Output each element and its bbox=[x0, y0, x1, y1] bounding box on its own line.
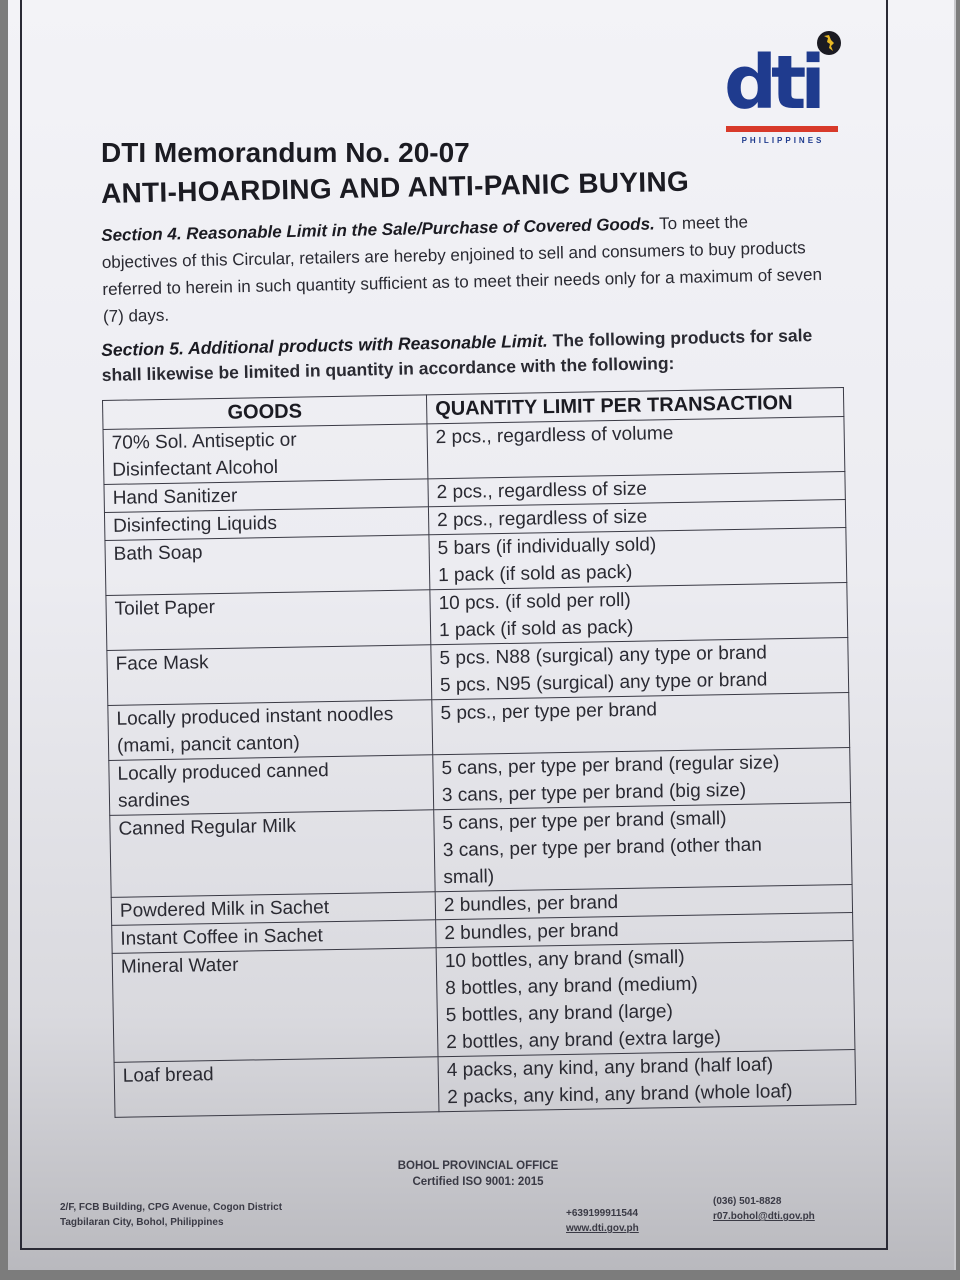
goods-text: Canned Regular Milk bbox=[118, 815, 297, 840]
quantity-column-header: QUANTITY LIMIT PER TRANSACTION bbox=[426, 388, 843, 424]
quantity-limit-text: 5 pcs. N95 (surgical) any type or brand bbox=[439, 669, 768, 697]
quantity-limit-text: 5 bars (if individually sold) bbox=[437, 534, 657, 560]
quantity-limit-cell bbox=[427, 417, 845, 479]
quantity-limit-text: 2 pcs., regardless of volume bbox=[435, 423, 674, 449]
goods-text: Toilet Paper bbox=[114, 597, 216, 620]
goods-text: Loaf bread bbox=[122, 1064, 214, 1087]
section-4 bbox=[101, 207, 827, 330]
section-4-heading: Section 4. Reasonable Limit in the Sale/Purchase of Covered Goods. bbox=[101, 214, 655, 245]
goods-cell bbox=[114, 1057, 439, 1118]
quantity-limit-cell bbox=[434, 802, 852, 891]
quantity-limit-text: 5 pcs., per type per brand bbox=[440, 699, 658, 725]
quantity-limit-text: 5 bottles, any brand (large) bbox=[445, 1001, 674, 1027]
logo-wordmark: dti bbox=[724, 40, 820, 126]
quantity-limit-cell bbox=[433, 748, 851, 810]
goods-text: (mami, pancit canton) bbox=[116, 732, 300, 757]
page-title: ANTI-HOARDING AND ANTI-PANIC BUYING bbox=[100, 165, 690, 209]
goods-text: 70% Sol. Antiseptic or bbox=[111, 429, 297, 454]
goods-cell bbox=[108, 700, 433, 761]
quantity-limit-text: 5 cans, per type per brand (regular size) bbox=[441, 752, 780, 780]
goods-cell bbox=[105, 535, 430, 596]
goods-cell bbox=[112, 948, 438, 1063]
quantity-limit-text: 1 pack (if sold as pack) bbox=[437, 561, 633, 587]
goods-cell bbox=[106, 590, 431, 651]
office-name: BOHOL PROVINCIAL OFFICE bbox=[397, 1160, 559, 1172]
goods-text: Bath Soap bbox=[113, 542, 203, 565]
quantity-limit-text: 2 packs, any kind, any brand (whole loaf) bbox=[447, 1081, 793, 1109]
table-body bbox=[103, 417, 856, 1118]
quantity-limit-text: 8 bottles, any brand (medium) bbox=[445, 973, 698, 1000]
quantity-limit-cell bbox=[431, 638, 849, 700]
limits-table-wrapper bbox=[102, 387, 856, 1118]
goods-text: Powdered Milk in Sachet bbox=[119, 897, 330, 922]
logo-red-bar bbox=[726, 126, 838, 132]
goods-text: Disinfecting Liquids bbox=[113, 512, 278, 537]
address-line-2: Tagbilaran City, Bohol, Philippines bbox=[60, 1217, 224, 1228]
table-row bbox=[112, 940, 855, 1062]
footer-address bbox=[60, 1200, 282, 1230]
goods-text: Face Mask bbox=[115, 652, 209, 675]
section-4-body: To meet the objectives of this Circular, retailers are hereby enjoined to sell and consumers to buy products referred to herein in such quantity sufficient as to meet their needs only for a maximum of seven (7) days. bbox=[101, 212, 823, 326]
goods-text: Locally produced canned bbox=[117, 760, 329, 785]
goods-cell bbox=[107, 645, 432, 706]
goods-text: Mineral Water bbox=[120, 954, 239, 978]
goods-column-header: GOODS bbox=[103, 395, 427, 430]
quantity-limit-text: 10 pcs. (if sold per roll) bbox=[438, 589, 631, 615]
goods-text: sardines bbox=[117, 789, 191, 812]
goods-text: Disinfectant Alcohol bbox=[112, 456, 279, 481]
quantity-limit-text: 2 pcs., regardless of size bbox=[436, 506, 648, 532]
quantity-limit-cell bbox=[438, 1049, 856, 1111]
quantity-limit-cell bbox=[429, 528, 847, 590]
goods-cell bbox=[110, 810, 435, 898]
footer-contact bbox=[713, 1194, 815, 1224]
quantity-limit-text: 4 packs, any kind, any brand (half loaf) bbox=[446, 1054, 774, 1082]
dti-logo bbox=[720, 30, 850, 150]
quantity-limit-cell bbox=[432, 693, 850, 755]
section-5-body: The following products for sale shall likewise be limited in quantity in accordance with the following: bbox=[101, 325, 813, 385]
website-link[interactable]: www.dti.gov.ph bbox=[566, 1223, 639, 1234]
landline-number: (036) 501-8828 bbox=[713, 1196, 782, 1207]
logo-subtitle: PHILIPPINES bbox=[741, 136, 825, 145]
quantity-limit-text: 2 bundles, per brand bbox=[443, 892, 619, 917]
memo-number: DTI Memorandum No. 20-07 bbox=[101, 137, 470, 168]
quantity-limit-text: 5 cans, per type per brand (small) bbox=[442, 808, 727, 835]
quantity-limit-text: 5 pcs. N88 (surgical) any type or brand bbox=[439, 642, 768, 670]
quantity-limit-cell bbox=[436, 940, 855, 1056]
quantity-limit-text: small) bbox=[443, 866, 495, 889]
quantity-limit-text: 3 cans, per type per brand (other than bbox=[442, 834, 763, 862]
goods-text: Locally produced instant noodles bbox=[116, 703, 394, 730]
footer-phone-web bbox=[566, 1206, 639, 1236]
quantity-limit-text: 2 pcs., regardless of size bbox=[436, 478, 647, 504]
goods-text: Instant Coffee in Sachet bbox=[120, 925, 324, 950]
quantity-limit-text: 2 bottles, any brand (extra large) bbox=[446, 1027, 722, 1054]
quantity-limit-text: 10 bottles, any brand (small) bbox=[444, 946, 685, 973]
section-5-heading: Section 5. Additional products with Reasonable Limit. bbox=[101, 330, 548, 360]
quantity-limit-text: 3 cans, per type per brand (big size) bbox=[441, 779, 747, 807]
goods-cell bbox=[103, 424, 428, 485]
footer-office bbox=[368, 1158, 588, 1190]
address-line-1: 2/F, FCB Building, CPG Avenue, Cogon District bbox=[60, 1202, 283, 1213]
limits-table bbox=[102, 387, 856, 1118]
quantity-limit-text: 1 pack (if sold as pack) bbox=[438, 616, 634, 642]
memo-paper bbox=[8, 0, 956, 1270]
table-row bbox=[110, 802, 852, 897]
quantity-limit-cell bbox=[430, 583, 848, 645]
quantity-limit-text: 2 bundles, per brand bbox=[444, 920, 619, 945]
email-link[interactable]: r07.bohol@dti.gov.ph bbox=[713, 1211, 815, 1222]
iso-certification: Certified ISO 9001: 2015 bbox=[412, 1176, 544, 1188]
goods-cell bbox=[109, 755, 434, 816]
goods-text: Hand Sanitizer bbox=[112, 485, 238, 509]
mobile-number: +639199911544 bbox=[566, 1208, 639, 1219]
